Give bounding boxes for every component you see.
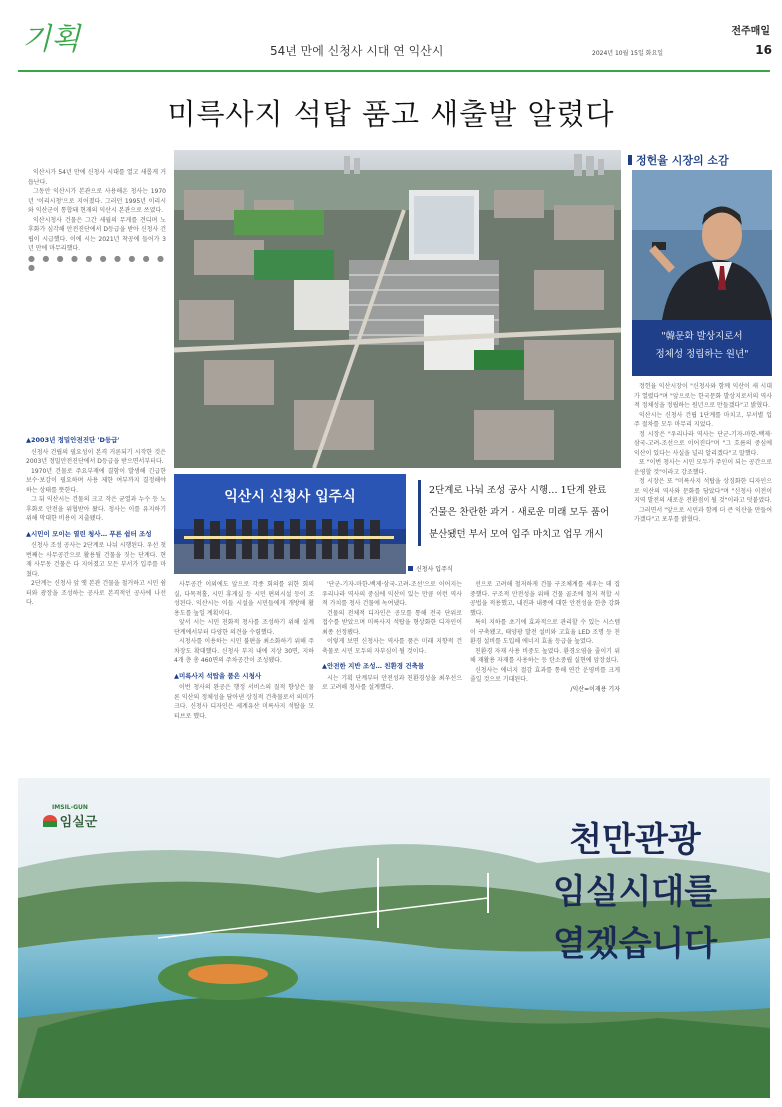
photo-caption: 신청사 입주식 (408, 564, 453, 573)
body-paragraph: 건물의 전체적 디자인은 공모를 통해 전국 단위로 접수를 받았으며 미륵사지 석탑을 형상화한 디자인이 최종 선정됐다. (322, 609, 462, 636)
ceremony-photo (174, 474, 406, 574)
brand-english: IMSIL-GUN (52, 804, 88, 811)
county-logo (40, 804, 100, 830)
body-column-1 (26, 430, 166, 608)
issue-date: 2024년 10월 15일 화요일 (592, 50, 664, 57)
body-column-2 (174, 580, 314, 721)
slogan-line: 임실시대를 (552, 872, 718, 912)
body-paragraph: 시는 기획 단계부터 안전성과 친환경성을 최우선으로 고려해 청사를 설계했다. (322, 674, 462, 691)
deck-line: 건물은 찬란한 과거 · 새로운 미래 모두 품어 (429, 507, 610, 518)
body-paragraph: 이렇게 보면 신청사는 역사를 품은 미래 지향적 건축물로 시민 모두의 자부심이 될 것이다. (322, 638, 462, 655)
sidebar-paragraph: 정 시장은 또 "미륵사지 석탑을 상징화한 디자인으로 익산의 역사와 문화를 담았다"며 "신청사 이전이 지역 발전의 새로운 전환점이 될 것"이라고 덧붙였다. (634, 478, 772, 504)
intro-paragraph: 익산시청사 건물은 그간 세월의 무게를 견디며 노후화가 심각해 안전진단에서 D등급을 받아 신청사 건립이 시급했다. 이에 시는 2021년 착공에 들어가 3년 만에 마무리했다. (28, 216, 166, 252)
subhead: ▲미륵사지 석탑을 품은 시청사 (174, 671, 262, 680)
intro-paragraph: 그동안 익산시가 본관으로 사용해온 청사는 1970년 '이리시청'으로 지어졌다. 그러던 1995년 이리시와 익산군이 통합돼 현재의 익산시 본관으로 쓰였다. (28, 188, 166, 214)
ceremony-banner: 익산시 신청사 입주식 (224, 489, 356, 505)
reporter-byline: /익산=이재용 기자 (570, 685, 620, 693)
city-hall-aerial-image (174, 150, 621, 468)
sidebar-paragraph: 그러면서 "앞으로 시민과 함께 더 큰 익산을 만들어가겠다"고 포부를 밝혔다. (634, 506, 772, 523)
body-paragraph: 이번 청사의 완공은 행정 서비스의 질적 향상은 물론 익산의 정체성을 담아낸 상징적 건축물로서 의미가 크다. 신청사 디자인은 세계유산 미륵사지 석탑을 모티브로 했다. (174, 684, 314, 720)
paper-name: 전주매일 (731, 26, 770, 37)
body-paragraph: 사무공간 이외에도 앞으로 각종 회의를 위한 회의실, 다목적홀, 시민 휴게실 등 시민 편의시설 등이 조성된다. 익산시는 이들 시설을 시민들에게 개방해 활용도를 높일 계획이다. (174, 581, 314, 617)
page-number: 16 (755, 43, 772, 57)
body-paragraph: 그 뒤 익산시는 건물의 크고 작은 균열과 누수 등 노후화로 안전을 위협받아 왔다. 청사는 이를 유지하기 위해 막대한 비용이 지출됐다. (26, 496, 166, 522)
body-paragraph: 선으로 고려해 철저하게 건물 구조체계를 세우는 데 집중했다. 구조적 안전성을 위해 건물 골조에 철저 적합 시공법을 적용했고, 내진과 내풍에 대한 안전성을 한층 강화했다. (470, 581, 620, 617)
brand-name: 임실군 (59, 815, 98, 830)
sidebar-paragraph: 익산시는 신청사 건립 1단계를 마치고, 부서별 입주 절차를 모두 마무리 지었다. (634, 411, 772, 428)
sidebar-paragraph: 또 "이번 청사는 시민 모두가 주인이 되는 공간으로 운영할 것"이라고 강조했다. (634, 459, 772, 476)
body-column-3 (322, 580, 462, 693)
body-paragraph: 시청사를 이용하는 시민 불편을 최소화하기 위해 주차장도 확대했다. 신청사 부지 내에 지상 30면, 지하 4개 층 총 460면의 주차공간이 조성됐다. (174, 638, 314, 664)
body-paragraph: 신청사는 에너지 절감 효과를 통해 연간 운영비를 크게 줄일 것으로 기대된다. (470, 666, 620, 683)
ad-slogan (520, 814, 750, 970)
dotted-divider: ● ● ● ● ● ● ● ● ● ● ● (28, 253, 166, 272)
county-emblem-icon (43, 815, 57, 827)
slogan-line: 열겠습니다 (552, 924, 718, 964)
advertisement (18, 778, 770, 1098)
deck-line: 2단계로 나눠 조성 공사 시행… 1단계 완료 (429, 485, 607, 496)
body-paragraph: 앞서 시는 시민 친화적 청사를 조성하기 위해 설계 단계에서부터 다양한 의견을 수렴했다. (174, 619, 314, 636)
series-subtitle: 54년 만에 신청사 시대 연 익산시 (270, 44, 444, 58)
body-column-4 (470, 580, 620, 694)
aerial-photo (174, 150, 621, 468)
body-paragraph: 친환경 자재 사용 비중도 높였다. 환경오염을 줄이기 위해 재활용 자재를 사용하는 등 탄소중립 실현에 앞장섰다. (470, 647, 620, 664)
headline: 미륵사지 석탑 품고 새출발 알렸다 (167, 97, 615, 131)
slogan-line: 천만관광 (569, 820, 701, 860)
sidebar-paragraph: 정 시장은 "우리나라 역사는 단군-기자-마한-백제·삼국-고려-조선으로 이어진다"며 "그 흐름의 중심에 익산이 있다는 사실을 널리 알리겠다"고 말했다. (634, 430, 772, 457)
subhead: ▲시민이 모이는 열린 청사… 푸른 쉼터 조성 (26, 529, 152, 538)
header-rule (18, 70, 770, 72)
body-paragraph: 1970년 건물로 주요부재에 결함이 발생해 긴급한 보수·보강이 필요하며 사용 제한 여부까지 결정해야 하는 상태를 뜻한다. (26, 467, 166, 494)
deck-line: 분산됐던 부서 모여 입주 마치고 업무 개시 (429, 529, 604, 540)
section-tag: 기획 (22, 22, 80, 57)
sidebar-paragraph: 정헌율 익산시장이 "신청사와 함께 익산이 새 시대가 열렸다"며 "앞으로는 한국문화 발상지로서의 역사적 정체성을 정립하는 원년으로 만들겠다"고 밝혔다. (634, 383, 772, 409)
body-paragraph: 신청사 건립의 필요성이 본격 거론되기 시작한 것은 2003년 정밀안전진단에서 D등급을 받으면서부터다. (26, 448, 166, 465)
intro-column (28, 168, 166, 273)
intro-paragraph: 익산시가 54년 만에 신청사 시대를 열고 새롭게 거듭난다. (28, 169, 166, 186)
deck (418, 480, 639, 546)
mayor-portrait-image (632, 170, 772, 320)
subhead: ▲2003년 정밀안전진단 'D등급' (26, 436, 120, 444)
body-paragraph: 특히 지하를 초기에 효과적으로 관리할 수 있는 시스템이 구축됐고, 태양광 발전 설비와 고효율 LED 조명 등 친환경 설비를 도입해 에너지 효율 등급을 높였다. (470, 619, 620, 645)
body-paragraph: 신청사 조성 공사는 2단계로 나눠 시행된다. 우선 첫 번째는 사무공간으로 활용될 건물을 짓는 단계다. 현재 사무동 건물은 다 지어졌고 모든 부서가 입주를 마쳤다. (26, 542, 166, 578)
sidebar-title: 정헌율 시장의 소감 (628, 152, 729, 168)
subhead: ▲안전한 지반 조성… 친환경 건축물 (322, 662, 425, 670)
body-paragraph: '단군-기자-마한-백제·삼국-고려-조선'으로 이어지는 우리나라 역사의 중심에 익산이 있는 만큼 이런 역사적 가치를 청사 건물에 녹여냈다. (322, 581, 462, 607)
sidebar-body (634, 382, 772, 525)
mayor-photo (632, 170, 772, 320)
sidebar-quote-box (632, 320, 772, 376)
quote-line: 정체성 정립하는 원년" (655, 349, 749, 360)
body-paragraph: 2단계는 신청사 앞 옛 본관 건물을 철거하고 시민 쉼터와 광장을 조성하는 공사로 본격적인 공사에 나선다. (26, 580, 166, 606)
quote-line: "韓문화 발상지로서 (661, 331, 743, 342)
